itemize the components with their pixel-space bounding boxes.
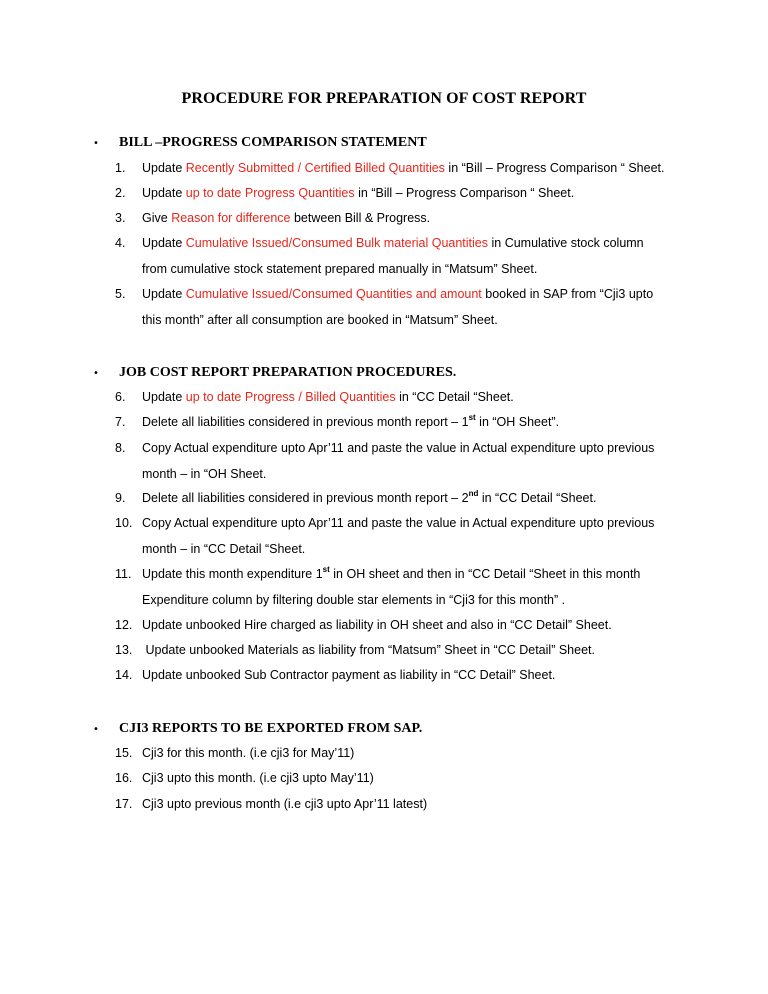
highlight-text: up to date Progress / Billed Quantities (185, 390, 396, 404)
section-heading: JOB COST REPORT PREPARATION PROCEDURES. (119, 365, 457, 380)
section-heading: CJI3 REPORTS TO BE EXPORTED FROM SAP. (119, 721, 423, 736)
item-text: Cji3 upto this month. (i.e cji3 upto May’11) (142, 771, 374, 785)
item-text: Update up to date Progress / Billed Quantities in “CC Detail “Sheet. (142, 390, 514, 404)
item-number: 14. (115, 668, 133, 682)
item-continuation: from cumulative stock statement prepared manually in “Matsum” Sheet. (142, 262, 538, 276)
highlight-text: up to date Progress Quantities (185, 186, 355, 200)
item-number: 6. (115, 390, 126, 404)
item-text: Cji3 for this month. (i.e cji3 for May’11) (142, 746, 355, 760)
item-text: Update Recently Submitted / Certified Billed Quantities in “Bill – Progress Comparison “ Sheet. (142, 161, 665, 175)
bullet-icon: • (93, 724, 99, 735)
superscript: st (468, 413, 476, 422)
highlight-text: Cumulative Issued/Consumed Bulk material Quantities (185, 236, 489, 250)
bullet-icon: • (93, 368, 99, 379)
section-heading: BILL –PROGRESS COMPARISON STATEMENT (119, 135, 427, 150)
item-number: 4. (115, 236, 126, 250)
bullet-icon: • (93, 138, 99, 149)
item-continuation: Expenditure column by filtering double star elements in “Cji3 for this month” . (142, 593, 566, 607)
item-number: 2. (115, 186, 126, 200)
item-text: Delete all liabilities considered in previous month report – 2nd in “CC Detail “Sheet. (142, 489, 597, 505)
item-continuation: month – in “CC Detail “Sheet. (142, 542, 306, 556)
highlight-text: Reason for difference (171, 211, 291, 225)
item-text: Delete all liabilities considered in previous month report – 1st in “OH Sheet”. (142, 413, 560, 429)
item-number: 12. (115, 618, 133, 632)
item-number: 5. (115, 287, 126, 301)
item-text: Update unbooked Materials as liability from “Matsum” Sheet in “CC Detail” Sheet. (142, 643, 595, 657)
item-number: 16. (115, 771, 133, 785)
item-text: Update up to date Progress Quantities in “Bill – Progress Comparison “ Sheet. (142, 186, 575, 200)
highlight-text: Recently Submitted / Certified Billed Quantities (185, 161, 445, 175)
item-text: Update Cumulative Issued/Consumed Bulk material Quantities in Cumulative stock column (142, 236, 644, 250)
item-text: Copy Actual expenditure upto Apr’11 and paste the value in Actual expenditure upto previous (142, 516, 655, 530)
superscript: nd (468, 489, 479, 498)
item-number: 8. (115, 441, 126, 455)
item-text: Update unbooked Sub Contractor payment as liability in “CC Detail” Sheet. (142, 668, 556, 682)
superscript: st (322, 565, 330, 574)
item-number: 17. (115, 797, 133, 811)
item-text: Give Reason for difference between Bill & Progress. (142, 211, 431, 225)
item-number: 15. (115, 746, 133, 760)
item-number: 9. (115, 491, 126, 505)
item-number: 10. (115, 516, 133, 530)
item-text: Update unbooked Hire charged as liability in OH sheet and also in “CC Detail” Sheet. (142, 618, 612, 632)
item-number: 1. (115, 161, 126, 175)
item-text: Cji3 upto previous month (i.e cji3 upto Apr’11 latest) (142, 797, 428, 811)
item-number: 13. (115, 643, 133, 657)
item-continuation: month – in “OH Sheet. (142, 467, 267, 481)
document-title: PROCEDURE FOR PREPARATION OF COST REPORT (181, 90, 587, 107)
item-text: Update Cumulative Issued/Consumed Quantities and amount booked in SAP from “Cji3 upto (142, 287, 654, 301)
highlight-text: Cumulative Issued/Consumed Quantities and amount (185, 287, 482, 301)
item-number: 11. (115, 567, 132, 581)
item-number: 3. (115, 211, 126, 225)
item-continuation: this month” after all consumption are booked in “Matsum” Sheet. (142, 313, 498, 327)
item-text: Copy Actual expenditure upto Apr’11 and paste the value in Actual expenditure upto previous (142, 441, 655, 455)
item-text: Update this month expenditure 1st in OH sheet and then in “CC Detail “Sheet in this month (142, 565, 641, 581)
item-number: 7. (115, 415, 126, 429)
